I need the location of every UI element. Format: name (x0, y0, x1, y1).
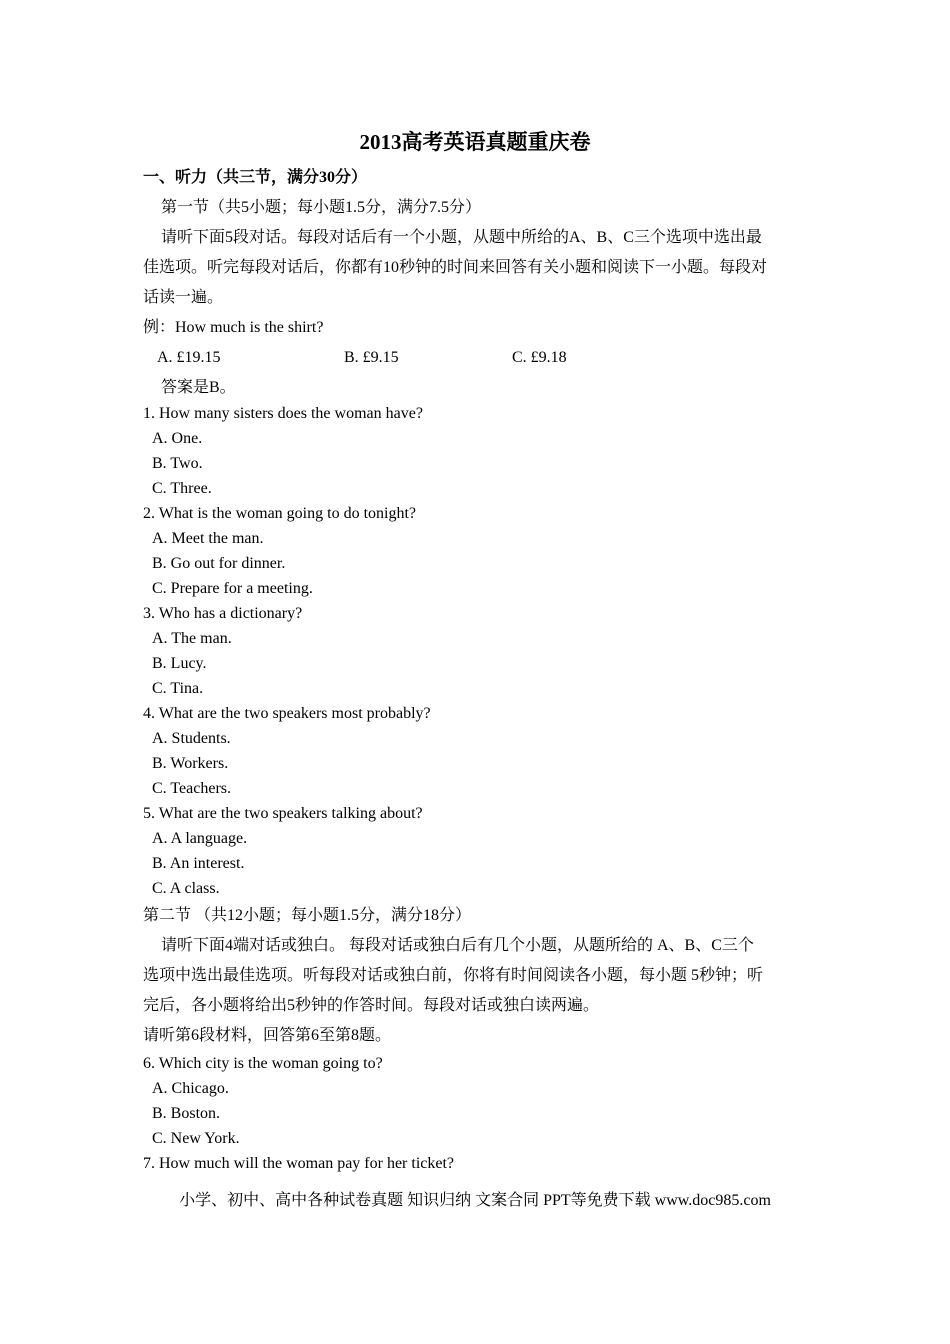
option: A. The man. (152, 630, 232, 647)
example-question: 例：How much is the shirt? (143, 319, 324, 336)
section-heading: 一、听力（共三节，满分30分） (143, 169, 368, 186)
instruction-line: 佳选项。听完每段对话后，你都有10秒钟的时间来回答有关小题和阅读下一小题。每段对 (143, 259, 768, 276)
option: B. Workers. (152, 755, 229, 772)
option: B. An interest. (152, 855, 245, 872)
option: B. Go out for dinner. (152, 555, 286, 572)
example-option-a: A. £19.15 (157, 349, 221, 366)
question: 4. What are the two speakers most probably? (143, 705, 431, 722)
instruction-line: 请听下面5段对话。每段对话后有一个小题，从题中所给的A、B、C三个选项中选出最 (161, 229, 762, 246)
exam-body (143, 163, 813, 1176)
option: C. Tina. (152, 680, 204, 697)
question: 3. Who has a dictionary? (143, 605, 303, 622)
question: 5. What are the two speakers talking about? (143, 805, 423, 822)
option: C. Teachers. (152, 780, 231, 797)
part1-heading: 第一节（共5小题；每小题1.5分，满分7.5分） (161, 199, 482, 216)
option: A. Meet the man. (152, 530, 264, 547)
question: 6. Which city is the woman going to? (143, 1055, 383, 1072)
material-note: 请听第6段材料，回答第6至第8题。 (143, 1027, 392, 1044)
example-answer: 答案是B。 (161, 379, 236, 396)
option: C. Prepare for a meeting. (152, 580, 313, 597)
option: A. Chicago. (152, 1080, 229, 1097)
part2-heading: 第二节 （共12小题；每小题1.5分，满分18分） (143, 907, 472, 924)
example-options (143, 343, 813, 373)
instruction-line: 请听下面4端对话或独白。 每段对话或独白后有几个小题，从题所给的 A、B、C三个 (161, 937, 754, 954)
example-option-c: C. £9.18 (512, 349, 567, 366)
option: C. New York. (152, 1130, 240, 1147)
instruction-line: 选项中选出最佳选项。听每段对话或独白前，你将有时间阅读各小题，每小题 5秒钟；听 (143, 967, 764, 984)
option: C. A class. (152, 880, 220, 897)
instruction-line: 话读一遍。 (143, 289, 224, 306)
option: C. Three. (152, 480, 212, 497)
option: A. One. (152, 430, 203, 447)
option: B. Lucy. (152, 655, 207, 672)
option: A. A language. (152, 830, 248, 847)
question: 1. How many sisters does the woman have? (143, 405, 423, 422)
instruction-line: 完后，各小题将给出5秒钟的作答时间。每段对话或独白读两遍。 (143, 997, 600, 1014)
option: B. Two. (152, 455, 203, 472)
option: B. Boston. (152, 1105, 221, 1122)
page-footer: 小学、初中、高中各种试卷真题 知识归纳 文案合同 PPT等免费下载 www.doc985.com (179, 1192, 771, 1209)
question: 7. How much will the woman pay for her ticket? (143, 1155, 455, 1172)
question: 2. What is the woman going to do tonight? (143, 505, 417, 522)
page-title: 2013高考英语真题重庆卷 (359, 130, 591, 154)
example-option-b: B. £9.15 (344, 349, 399, 366)
option: A. Students. (152, 730, 231, 747)
